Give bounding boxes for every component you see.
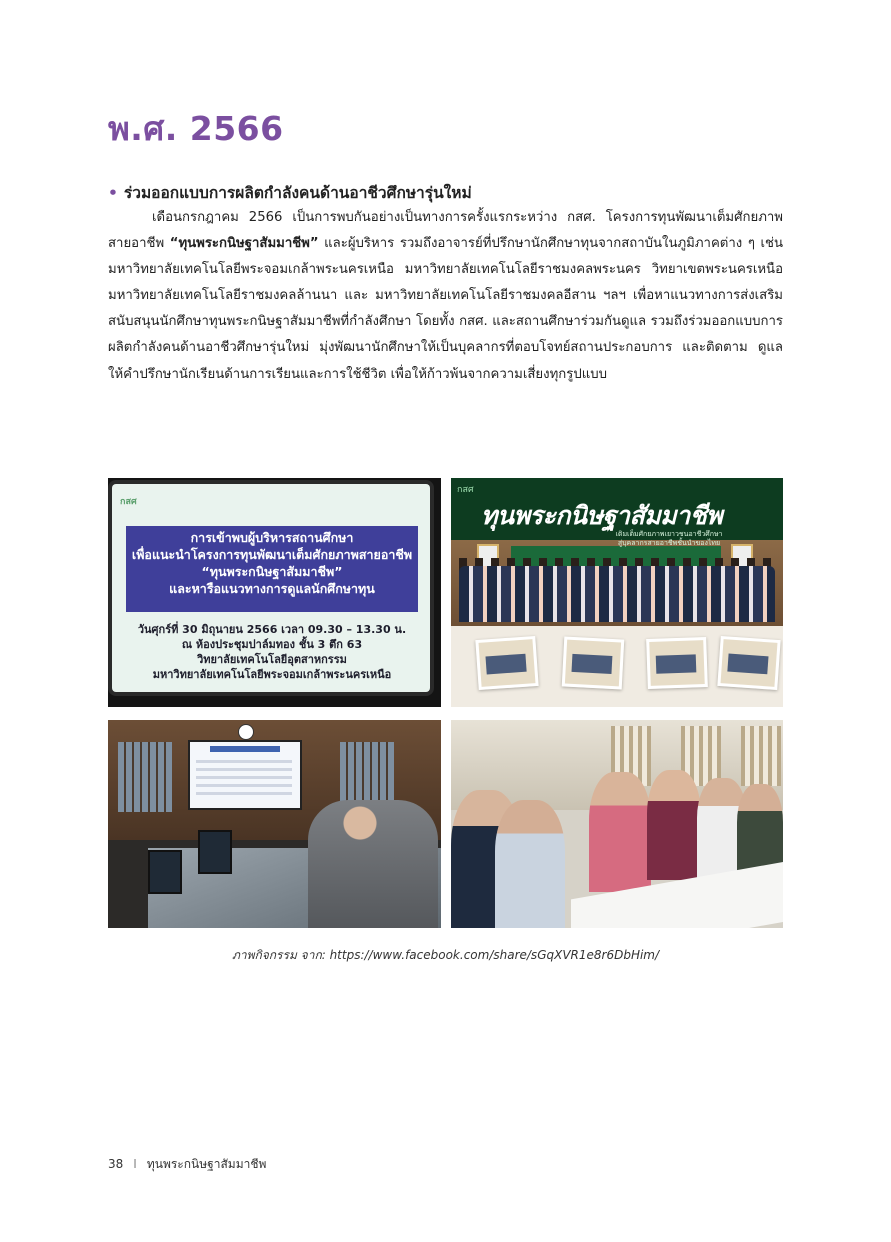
group-photo [459, 566, 775, 622]
projector-screen [188, 740, 302, 810]
paragraph-part-2: และผู้บริหาร รวมถึงอาจารย์ที่ปรึกษานักศึกษาทุนจากสถาบันในภูมิภาคต่าง ๆ เช่น มหาวิทยาลัยเทคโนโลยีพระจอมเกล้าพระนครเหนือ มหาวิทยาลัยเทคโนโลยีราชมงคลพระนคร วิทยาเขตพระนครเหนือ มหาวิทยาลัยเทคโนโลยีราชมงคลล้านนา และ มหาวิทยาลัยเทคโนโลยีราชมงคลอีสาน ฯลฯ เพื่อหาแนวทางการส่งเสริมสนับสนุนนักศึกษาทุนพระกนิษฐาสัมมาชีพที่กำลังศึกษา โดยทั้ง กสศ. และสถานศึกษาร่วมกันดูแล รวมถึงร่วมออกแบบการผลิตกำลังคนด้านอาชีวศึกษารุ่นใหม่ มุ่งพัฒนานักศึกษาให้เป็นบุคลากรที่ตอบโจทย์สถานประกอบการ และติดตาม ดูแล ให้คำปรึกษานักเรียนด้านการเรียนและการใช้ชีวิต เพื่อให้ก้าวพ้นจากความเสี่ยงทุกรูปแบบ [108, 236, 783, 382]
window [118, 742, 172, 812]
monitor [148, 850, 182, 894]
attendee [308, 800, 438, 928]
slide-title-line: เพื่อแนะนำโครงการทุนพัฒนาเต็มศักยภาพสายอาชีพ [131, 547, 413, 562]
year-title: พ.ศ. 2566 [108, 109, 284, 148]
page-footer [108, 1155, 266, 1174]
slide-title-line: การเข้าพบผู้บริหารสถานศึกษา [190, 530, 354, 545]
footer-separator: I [133, 1157, 137, 1171]
brochure-title: ทุนพระกนิษฐาสัมมาชีพ [481, 501, 723, 530]
slide-title-band [126, 526, 418, 612]
attendee [589, 772, 651, 892]
brochure-subtitle [569, 530, 769, 548]
photo-caption: ภาพกิจกรรม จาก: https://www.facebook.com/share/sGqXVR1e8r6DbHim/ [231, 948, 660, 962]
slide-screen [112, 484, 430, 692]
attendee [495, 800, 565, 928]
brochure-logo: กสศ [457, 485, 474, 495]
slide-info-line: วันศุกร์ที่ 30 มิถุนายน 2566 เวลา 09.30 – 13.30 น. [137, 623, 407, 636]
paragraph-part-1: เดือนกรกฎาคม 2566 เป็นการพบกันอย่างเป็นทางการครั้งแรกระหว่าง กสศ. โครงการทุนพัฒนาเต็มศักยภาพสายอาชีพ [108, 210, 783, 252]
photo-brochure [451, 478, 783, 707]
section-paragraph [108, 205, 783, 388]
slide-title-line: “ทุนพระกนิษฐาสัมมาชีพ” [201, 564, 343, 579]
window [741, 726, 781, 786]
brochure-thumbnail [646, 637, 708, 689]
attendee [647, 770, 701, 880]
slide-info-line: ณ ห้องประชุมปาล์มทอง ชั้น 3 ตึก 63 [181, 638, 363, 651]
paragraph-quote: “ทุนพระกนิษฐาสัมมาชีพ” [169, 236, 319, 252]
slide-info [122, 622, 422, 682]
brochure-header [451, 478, 783, 547]
section-heading-text: ร่วมออกแบบการผลิตกำลังคนด้านอาชีวศึกษารุ่นใหม่ [123, 184, 472, 202]
bullet-icon: • [108, 184, 118, 202]
brochure-thumbnail [475, 636, 538, 690]
clock-icon [238, 724, 254, 740]
brochure-subtitle-line: เติมเต็มศักยภาพเยาวชนอาชีวศึกษา [615, 530, 723, 538]
monitor [198, 830, 232, 874]
footer-title: ทุนพระกนิษฐาสัมมาชีพ [146, 1157, 267, 1171]
brochure-subtitle-line: สู่บุคลากรสายอาชีพชั้นนำของไทย [617, 539, 721, 547]
brochure-thumbnail [717, 636, 780, 690]
brochure-thumbnail [562, 636, 625, 689]
slide-logo: กสศ [120, 497, 137, 507]
photo-meeting-room [108, 720, 441, 928]
slide-info-line: มหาวิทยาลัยเทคโนโลยีพระจอมเกล้าพระนครเหนือ [152, 668, 392, 681]
page-number: 38 [108, 1157, 124, 1171]
photo-slide [108, 478, 441, 707]
photo-attendees [451, 720, 783, 928]
slide-info-line: วิทยาลัยเทคโนโลยีอุตสาหกรรม [197, 653, 347, 666]
section-heading [108, 180, 472, 205]
slide-title-line: และหารือแนวทางการดูแลนักศึกษาทุน [169, 581, 375, 596]
